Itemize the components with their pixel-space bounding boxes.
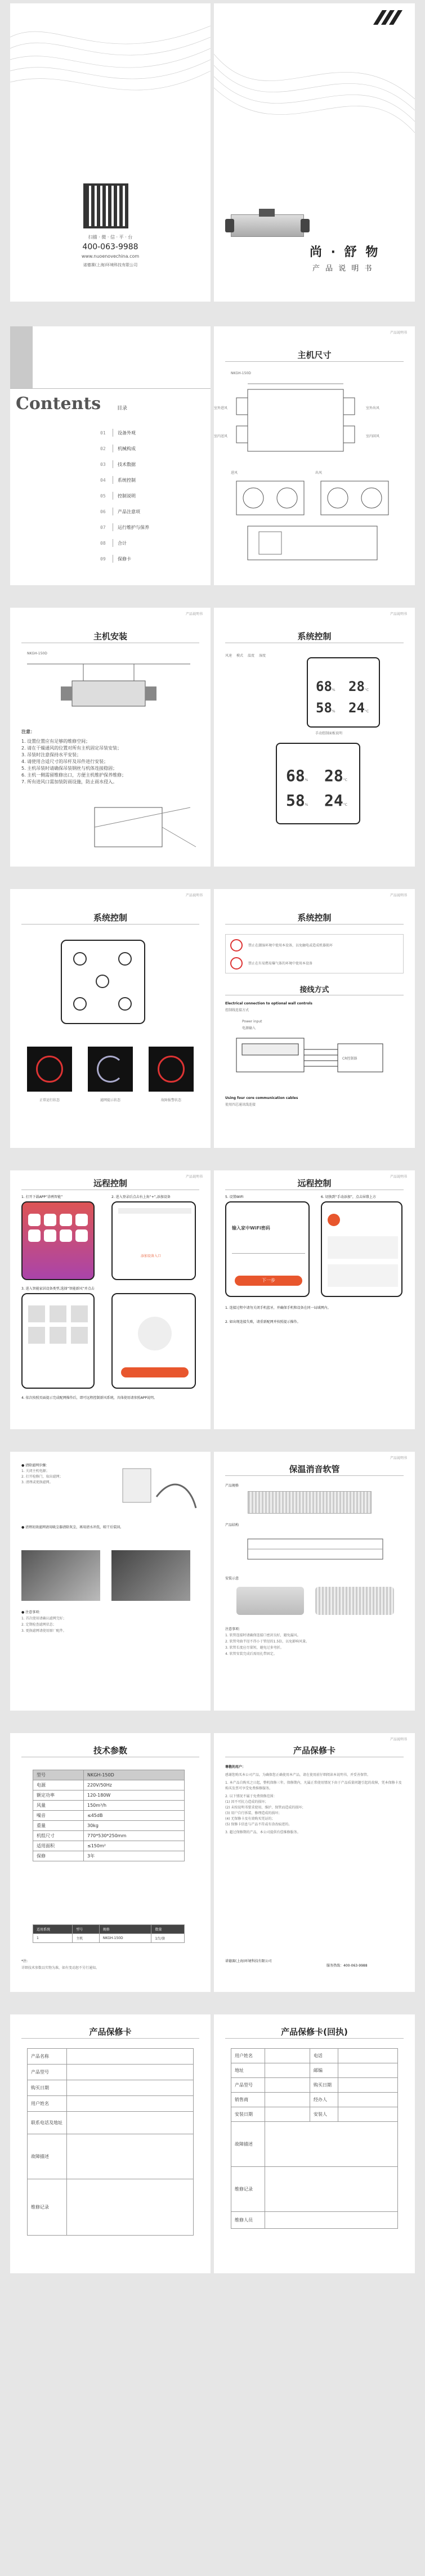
- warranty-receipt-page: [214, 2014, 415, 2273]
- status-caption: 滤网提示状态: [100, 1098, 120, 1102]
- toc-item[interactable]: 04 系统控制: [100, 472, 149, 488]
- form-field[interactable]: [338, 2078, 398, 2093]
- form-field[interactable]: [265, 2107, 310, 2122]
- spec-table: [33, 1770, 185, 1861]
- filter-photo-1: [21, 1550, 100, 1601]
- duct-image-2: [236, 1587, 304, 1615]
- toc-item[interactable]: 05 控制说明: [100, 488, 149, 504]
- warranty-heading: 尊敬的用户：: [225, 1765, 246, 1769]
- duct-structure-drawing: [225, 1531, 405, 1570]
- panel-value: 68: [286, 766, 305, 785]
- table-row: 电源 220V/50Hz: [33, 1780, 185, 1790]
- no-fire-icon: [230, 957, 243, 970]
- form-field[interactable]: [338, 2093, 398, 2107]
- toc-item[interactable]: 09 保修卡: [100, 551, 149, 567]
- model-label: NKGH-150D: [231, 371, 251, 375]
- toc-list: [100, 425, 149, 567]
- panel-value: 28: [348, 679, 365, 694]
- page-title: 远程控制: [297, 1178, 332, 1188]
- wiring-subtitle-cn: 控制线连接方式: [225, 1008, 249, 1012]
- page-brandtag: 产品说明书: [390, 331, 407, 335]
- warranty-company: 诺德赛(上海)环境科技有限公司: [225, 1959, 272, 1963]
- phone-screen-add[interactable]: 添加设备入口: [111, 1201, 196, 1280]
- status-screen-filter: [88, 1047, 133, 1092]
- dim-label: 室外进风: [214, 406, 228, 410]
- form-field[interactable]: [338, 2107, 398, 2122]
- dim-label: 进风: [231, 471, 238, 475]
- page-brandtag: 产品说明书: [390, 612, 407, 616]
- install-page: [10, 608, 211, 867]
- wiring-note-title: Using four core communication cables: [225, 1096, 298, 1100]
- table-row: 型号 NKGH-150D: [33, 1770, 185, 1780]
- table-row: 噪音 ≤45dB: [33, 1811, 185, 1821]
- form-field[interactable]: [265, 2212, 398, 2229]
- page-title: 主机安装: [93, 631, 127, 641]
- toc-small-title: 目录: [117, 406, 128, 411]
- toc-item[interactable]: 07 运行维护与保养: [100, 519, 149, 535]
- remote-step: 1. 打开下载APP“涂鸦智能”: [21, 1195, 63, 1199]
- install-notes: 1. 设置位置应有足够的维修空间； 2. 请在干燥通风的位置对所有主机固定吊装安装； 3. 吊装时注意保持水平安装； 4. 请使用合适尺寸的吊杆及吊件进行安装； 5. 主机吊装时请确保吊装钢丝与机体连接稳固； 6. 主机一侧需留维修出口，方便主机维护保养维修； 7. 所有进风口需加装防雨设施，防止雨水侵入。: [21, 739, 127, 784]
- remote-tip: 2. 如出现连接失败，请重新配网并按照提示操作。: [225, 1320, 301, 1324]
- page-title: 系统控制: [297, 631, 332, 641]
- form-field[interactable]: [265, 2093, 310, 2107]
- phone-screen-device[interactable]: [321, 1201, 402, 1297]
- form-field[interactable]: [67, 2179, 194, 2236]
- table-row: 维修记录: [28, 2179, 194, 2236]
- duct-label: 安装示意: [225, 1577, 239, 1581]
- warranty-hotline: 服务热线：400-063-9988: [326, 1964, 368, 1968]
- phone-screen-device-list[interactable]: [21, 1293, 95, 1389]
- table-row: 机组尺寸 770*530*250mm: [33, 1831, 185, 1841]
- no-water-icon: [230, 939, 243, 952]
- duct-label: 产品结构: [225, 1523, 239, 1527]
- toc-header-band: [10, 388, 211, 389]
- panel-value: 24: [324, 791, 343, 810]
- spec-footer-text: 详细技术参数以实物为准，如有变动恕不另行通知。: [21, 1966, 100, 1970]
- table-row: 额定功率 120-180W: [33, 1790, 185, 1801]
- table-row: 1 主机 NKGH-150D 1台/套: [33, 1934, 185, 1943]
- table-row: 适用系统 型号 规格 数量: [33, 1925, 185, 1934]
- toc-item[interactable]: 06 产品注意项: [100, 504, 149, 519]
- status-caption: 故障报警状态: [160, 1098, 181, 1102]
- form-field[interactable]: [265, 2122, 398, 2167]
- control-panel-2[interactable]: 68% 28°C 58% 24°C: [276, 743, 360, 824]
- table-row: 产品型号 购买日期: [231, 2078, 398, 2093]
- form-field[interactable]: [265, 2078, 310, 2093]
- remote-step: 2. 进入登录后点击右上角“+”,添加设备: [111, 1195, 171, 1199]
- table-row: 联系电话及地址: [28, 2112, 194, 2134]
- page-brandtag: 产品说明书: [185, 894, 203, 897]
- page-title: 产品保修卡(回执): [281, 2027, 348, 2037]
- page-brandtag: 产品说明书: [185, 612, 203, 616]
- page-title: 保温消音软管: [289, 1464, 340, 1474]
- status-screen-normal: [27, 1047, 72, 1092]
- panel-value: 24: [348, 700, 365, 716]
- remote-control-page-2: [214, 1170, 415, 1429]
- form-field[interactable]: [67, 2134, 194, 2179]
- panel-value: 58: [316, 700, 332, 716]
- toc-sidebar: [10, 326, 33, 388]
- spec-footer-label: *注:: [21, 1959, 28, 1963]
- phone-screen-wifi[interactable]: 输入家中WiFi密码 下一步: [225, 1201, 310, 1297]
- table-row: 销售商 经办人: [231, 2093, 398, 2107]
- cover-brand-subtitle: 产 品 说 明 书: [312, 264, 374, 273]
- remote-tip: 1. 连接过程中请勿关闭手机蓝牙，并确保手机和设备在同一局域网内。: [225, 1306, 331, 1310]
- cover-front-page: [214, 3, 415, 302]
- cover-company: 诺德赛(上海)环境科技有限公司: [83, 263, 138, 267]
- system-control-page-2: [10, 889, 211, 1148]
- table-row: 保修 3年: [33, 1851, 185, 1861]
- dim-label: 室外出风: [366, 406, 380, 410]
- table-row: 用户姓名: [28, 2096, 194, 2112]
- cover-phone: 400-063-9988: [82, 243, 138, 252]
- wifi-icon[interactable]: [118, 997, 132, 1011]
- page-title: 技术参数: [93, 1745, 127, 1756]
- model-label: NKGH-150D: [27, 652, 47, 656]
- remote-step: 5. 设置WIFI: [225, 1195, 244, 1199]
- page-brandtag: 产品说明书: [390, 1738, 407, 1742]
- spec-small-table: [33, 1924, 185, 1943]
- product-image: [225, 209, 310, 243]
- table-row: 故障描述: [28, 2134, 194, 2179]
- dim-label: 室内回风: [366, 434, 380, 438]
- status-caption: 正常运行状态: [39, 1098, 60, 1102]
- duct-label: 产品规格: [225, 1484, 239, 1488]
- table-row: 产品型号: [28, 2065, 194, 2080]
- warranty-page: [214, 1733, 415, 1992]
- form-field[interactable]: [338, 2049, 398, 2063]
- page-brandtag: 产品说明书: [390, 1456, 407, 1460]
- fan-icon[interactable]: [96, 975, 109, 988]
- phone-screen-pair[interactable]: [111, 1293, 196, 1389]
- warranty-card-table: [27, 2048, 194, 2236]
- wiring-subtitle: 接线方式: [299, 986, 329, 994]
- toc-item[interactable]: 02 机械构成: [100, 441, 149, 456]
- page-title: 系统控制: [297, 913, 332, 923]
- duct-image-1: [248, 1491, 372, 1514]
- form-field[interactable]: [338, 2063, 398, 2078]
- mode-icon[interactable]: [73, 997, 87, 1011]
- page-brandtag: 产品说明书: [390, 1175, 407, 1179]
- moon-icon[interactable]: [118, 952, 132, 966]
- form-field[interactable]: [265, 2049, 310, 2063]
- toc-page: [10, 326, 211, 585]
- filter-page: [10, 1452, 211, 1711]
- form-field[interactable]: [67, 2096, 194, 2112]
- panel-value: 68: [316, 679, 332, 694]
- page-title: 产品保修卡: [293, 1745, 335, 1756]
- table-row: 产品名称: [28, 2049, 194, 2065]
- page-title: 产品保修卡: [89, 2027, 132, 2037]
- duct-notes: 注意事项： 1. 软管连接时请确保连接口密封良好，避免漏风。 2. 软管弯曲半径不得小于管径的1.5倍，以免影响风量。 3. 软管长度应尽量短，避免过多弯折。 4. 软管安装完成后需用扎带固定。: [225, 1627, 310, 1656]
- warranty-body: 感谢您购买本公司产品，为确保您正确使用本产品，请在使用前仔细阅读本说明书，并妥善保管。 1. 本产品自购买之日起，整机保修三年。保修期内，凡属正常使用情况下由于产品质量问题引起的故障，凭本保修卡及购买发票可享受免费维修服务。 2. 以下情况不属于免费保修范围： (1) 因不可抗力造成的损坏； (2) 未按说明书要求使用、维护、保管而造成的损坏； (3) 用户自行拆装、修理造成的损坏； (4) 无保修卡及有效购买凭证的； (5) 保修卡信息与产品不符或有涂改痕迹的。 3. 超过保修期的产品，本公司提供有偿维修服务。: [225, 1773, 402, 1834]
- spec-page: [10, 1733, 211, 1992]
- qr-caption: 扫描 · 微 · 信 · 平 · 台: [88, 235, 133, 240]
- panel-value: 28: [324, 766, 343, 785]
- table-row: 重量 30kg: [33, 1821, 185, 1831]
- toc-item[interactable]: 01 设备外观: [100, 425, 149, 441]
- remote-step: 4. 依次按照页面提示完成配网操作后，即可远程控制新风系统，具体使用请参照APP说明。: [21, 1396, 157, 1400]
- form-field[interactable]: [67, 2112, 194, 2134]
- table-row: 安装日期 安装人: [231, 2107, 398, 2122]
- controller-box-label: CR控制器: [342, 1057, 357, 1061]
- status-screen-alarm: [149, 1047, 194, 1092]
- power-icon[interactable]: [73, 952, 87, 966]
- power-input-label-cn: 电源输入: [242, 1026, 256, 1030]
- warranty-card-page: [10, 2014, 211, 2273]
- remote-step: 6. 切换到“手动添加”，点击屏幕上方: [321, 1195, 376, 1199]
- install-detail-drawing: [89, 802, 202, 858]
- cover-wave-lines: [10, 3, 211, 172]
- install-note-title: 注意：: [21, 729, 35, 734]
- wiring-diagram: [225, 1033, 394, 1089]
- phone-screen-home[interactable]: [21, 1201, 95, 1280]
- dimension-drawing-side: [225, 475, 405, 571]
- table-row: 风量 150m³/h: [33, 1801, 185, 1811]
- page-title: 远程控制: [93, 1178, 127, 1188]
- duct-page: [214, 1452, 415, 1711]
- dim-label: 室内送风: [214, 434, 228, 438]
- control-top-labels: 风速 模式 温度 湿度: [225, 654, 266, 658]
- warning-box: 禁止在潮湿环境中使用本设备，以免触电或造成机器损坏 禁止在有易燃易爆气体的环境中使用本设备: [225, 934, 404, 973]
- form-field[interactable]: [67, 2065, 194, 2080]
- filter-photo-outlet: [117, 1463, 202, 1514]
- toc-item[interactable]: 08 合计: [100, 535, 149, 551]
- filter-steps: ● 清除滤网步骤： 1. 关闭主机电源； 2. 打开检修门，取出滤网； 3. 清理或更换滤网。: [21, 1464, 63, 1484]
- dimension-drawing-top: [225, 378, 394, 463]
- table-row: 维修人员: [231, 2212, 398, 2229]
- cover-wave-lines: [214, 9, 415, 189]
- table-row: 故障描述: [231, 2122, 398, 2167]
- wiring-note-cn: 使用四芯通讯线连接: [225, 1103, 256, 1107]
- cover-back-page: [10, 3, 211, 302]
- page-brandtag: 产品说明书: [390, 894, 407, 897]
- table-row: 维修记录: [231, 2167, 398, 2212]
- page-title: 系统控制: [93, 913, 127, 923]
- remote-control-page-1: [10, 1170, 211, 1429]
- form-field[interactable]: [265, 2063, 310, 2078]
- wifi-input[interactable]: [232, 1245, 305, 1254]
- page-brandtag: 产品说明书: [185, 1175, 203, 1179]
- next-button[interactable]: 下一步: [235, 1276, 302, 1286]
- dim-label: 出风: [315, 471, 323, 475]
- toc-item[interactable]: 03 技术数据: [100, 456, 149, 472]
- filter-bottom-notes: ● 注意事项： 1. 首次使用请确认滤网完好； 2. 定期检查滤网状态； 3. 更换滤网请使用原厂配件。: [21, 1610, 66, 1633]
- page-title: 主机尺寸: [297, 350, 332, 360]
- table-row: 地址 邮编: [231, 2063, 398, 2078]
- form-field[interactable]: [67, 2080, 194, 2096]
- power-input-label: Power input: [242, 1020, 262, 1024]
- toc-big-title: Contents: [16, 394, 101, 414]
- control-panel-1[interactable]: 68% 28°C 58% 24°C: [307, 657, 380, 728]
- cover-website[interactable]: www.nuoenovechina.com: [81, 254, 140, 259]
- warranty-receipt-table: [231, 2048, 398, 2229]
- form-field[interactable]: [67, 2049, 194, 2065]
- form-field[interactable]: [265, 2167, 398, 2212]
- remote-step: 3. 进入智能家居设备类型,选择“智能新风”并点击: [21, 1287, 95, 1291]
- table-row: 购买日期: [28, 2080, 194, 2096]
- round-controller[interactable]: [61, 940, 145, 1024]
- cover-brand-title: 尚 · 舒 物: [310, 245, 381, 259]
- wiring-page: [214, 889, 415, 1148]
- wiring-title: Electrical connection to optional wall controls: [225, 1002, 313, 1006]
- pair-button[interactable]: [121, 1367, 189, 1377]
- panel-value: 58: [286, 791, 305, 810]
- dimensions-page: [214, 326, 415, 585]
- filter-mid-note: ● 清理初效滤网请用吸尘器清除灰尘，再用清水冲洗，晾干后装回。: [21, 1525, 124, 1529]
- system-control-page-1: [214, 608, 415, 867]
- filter-photo-2: [111, 1550, 190, 1601]
- install-drawing: [21, 658, 202, 720]
- duct-image-3: [315, 1587, 394, 1615]
- control-caption: 手动控制面板说明: [315, 731, 343, 735]
- table-row: 用户姓名 电话: [231, 2049, 398, 2063]
- qr-code[interactable]: [83, 183, 128, 228]
- table-row: 适用面积 ≤150m²: [33, 1841, 185, 1851]
